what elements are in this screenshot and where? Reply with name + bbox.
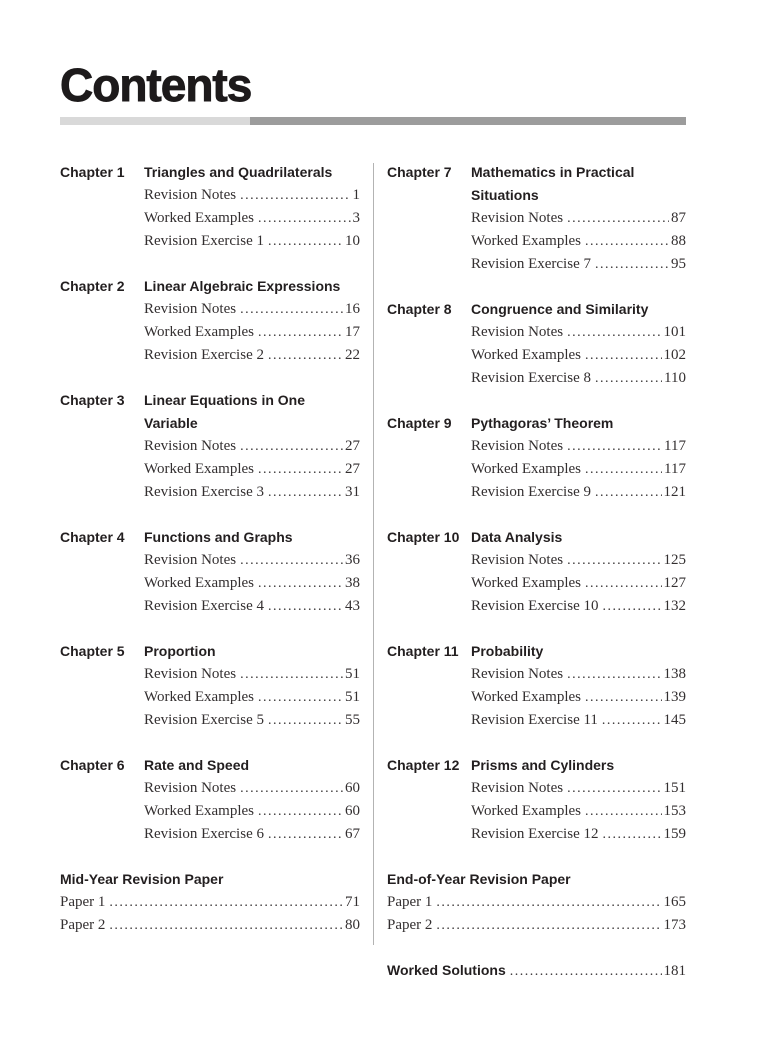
chapter-label: Chapter 7 xyxy=(387,164,452,180)
chapter-heading xyxy=(387,161,686,207)
worked-solutions-label: Worked Solutions xyxy=(387,962,506,978)
chapter-heading xyxy=(387,412,686,435)
chapter-title-line: Triangles and Quadrilaterals xyxy=(144,164,333,180)
chapter-title-line: Prisms and Cylinders xyxy=(471,757,615,773)
toc-entry-label: Worked Examples xyxy=(471,575,582,591)
toc-entry-page: 138 xyxy=(663,666,686,682)
chapter-title xyxy=(144,389,305,435)
dot-leader xyxy=(109,891,343,914)
solutions-block xyxy=(387,959,686,983)
toc-entry-page: 80 xyxy=(345,917,360,933)
dot-leader xyxy=(258,686,343,709)
toc-entry-label: Worked Examples xyxy=(471,347,582,363)
toc-entry-label: Worked Examples xyxy=(144,210,255,226)
chapter-title xyxy=(144,526,293,549)
toc-entry-label: Revision Exercise 9 xyxy=(471,484,591,500)
dot-leader xyxy=(240,663,343,686)
worked-solutions-entry xyxy=(387,959,686,983)
toc-entry-page: 151 xyxy=(663,780,686,796)
toc-entry-label: Revision Exercise 6 xyxy=(144,826,264,842)
toc-entry xyxy=(471,777,686,800)
toc-entry-page: 16 xyxy=(345,301,360,317)
chapter-block xyxy=(387,161,686,276)
chapter-title xyxy=(471,412,613,435)
toc-entry-page: 71 xyxy=(345,894,360,910)
chapter-title-line: Mathematics in Practical xyxy=(471,164,635,180)
toc-entry-page: 3 xyxy=(352,210,360,226)
toc-entry xyxy=(471,800,686,823)
dot-leader xyxy=(585,344,661,367)
chapter-label: Chapter 2 xyxy=(60,278,125,294)
toc-entry xyxy=(144,230,360,253)
toc-columns xyxy=(60,161,686,1005)
toc-entry xyxy=(144,686,360,709)
chapter-entries xyxy=(144,549,360,618)
toc-entry-label: Revision Notes xyxy=(144,301,237,317)
dot-leader xyxy=(585,686,661,709)
chapter-block xyxy=(60,161,360,253)
toc-entry xyxy=(387,914,686,937)
chapter-title-line: Pythagoras’ Theorem xyxy=(471,415,614,431)
chapter-title xyxy=(144,275,340,298)
toc-entry-page: 55 xyxy=(345,712,360,728)
dot-leader xyxy=(268,823,343,846)
toc-entry-label: Paper 2 xyxy=(60,917,106,933)
dot-leader xyxy=(258,321,343,344)
dot-leader xyxy=(268,709,343,732)
toc-entry-page: 110 xyxy=(664,370,686,386)
toc-entry xyxy=(387,891,686,914)
dot-leader xyxy=(595,481,662,504)
chapter-heading xyxy=(387,754,686,777)
toc-entry-page: 117 xyxy=(664,461,686,477)
chapter-label: Chapter 8 xyxy=(387,301,452,317)
toc-entry xyxy=(471,321,686,344)
chapter-block xyxy=(387,640,686,732)
toc-entry-label: Revision Notes xyxy=(144,552,237,568)
chapter-entries xyxy=(471,777,686,846)
toc-entry-page: 87 xyxy=(671,210,686,226)
toc-entry-page: 1 xyxy=(352,187,360,203)
dot-leader xyxy=(585,800,661,823)
toc-entry xyxy=(144,777,360,800)
toc-entry-page: 132 xyxy=(663,598,686,614)
chapter-entries xyxy=(471,663,686,732)
title-underline-dark-segment xyxy=(250,117,686,125)
toc-entry xyxy=(471,207,686,230)
dot-leader xyxy=(567,549,661,572)
toc-entry-label: Worked Examples xyxy=(471,803,582,819)
toc-entry-label: Revision Notes xyxy=(471,210,564,226)
toc-entry-page: 17 xyxy=(345,324,360,340)
dot-leader xyxy=(258,458,343,481)
toc-entry-label: Paper 1 xyxy=(387,894,433,910)
dot-leader xyxy=(510,960,662,983)
chapter-label: Chapter 11 xyxy=(387,643,459,659)
section-block xyxy=(60,868,360,937)
chapter-entries xyxy=(144,777,360,846)
chapter-block xyxy=(387,298,686,390)
toc-entry-label: Revision Notes xyxy=(471,780,564,796)
chapter-heading xyxy=(60,275,360,298)
dot-leader xyxy=(585,458,662,481)
toc-entry-page: 101 xyxy=(663,324,686,340)
toc-entry xyxy=(144,435,360,458)
section-title: Mid-Year Revision Paper xyxy=(60,871,224,887)
toc-entry-label: Revision Exercise 7 xyxy=(471,256,591,272)
toc-entry xyxy=(471,344,686,367)
toc-entry xyxy=(471,230,686,253)
toc-entry-page: 145 xyxy=(663,712,686,728)
toc-column-left xyxy=(60,161,360,1005)
toc-entry xyxy=(471,253,686,276)
toc-entry-page: 117 xyxy=(664,438,686,454)
chapter-label: Chapter 4 xyxy=(60,529,125,545)
toc-entry-page: 43 xyxy=(345,598,360,614)
toc-entry-label: Revision Exercise 3 xyxy=(144,484,264,500)
toc-entry-label: Worked Examples xyxy=(471,689,582,705)
chapter-entries xyxy=(471,549,686,618)
page-content xyxy=(60,0,686,1005)
dot-leader xyxy=(109,914,343,937)
toc-entry-label: Revision Exercise 5 xyxy=(144,712,264,728)
toc-entry xyxy=(144,344,360,367)
chapter-block xyxy=(387,754,686,846)
dot-leader xyxy=(258,800,343,823)
toc-entry-page: 31 xyxy=(345,484,360,500)
column-divider-rule xyxy=(373,163,374,945)
toc-entry xyxy=(144,663,360,686)
dot-leader xyxy=(595,253,669,276)
toc-entry-label: Revision Notes xyxy=(471,324,564,340)
toc-entry-label: Revision Notes xyxy=(471,552,564,568)
chapter-block xyxy=(60,389,360,504)
toc-entry xyxy=(471,458,686,481)
toc-entry-label: Paper 2 xyxy=(387,917,433,933)
toc-entry xyxy=(471,709,686,732)
toc-entry-label: Revision Exercise 4 xyxy=(144,598,264,614)
toc-entry xyxy=(471,481,686,504)
chapter-entries xyxy=(144,435,360,504)
title-underline xyxy=(60,117,686,125)
chapter-label: Chapter 5 xyxy=(60,643,125,659)
dot-leader xyxy=(240,549,343,572)
toc-entry-page: 60 xyxy=(345,803,360,819)
toc-entry-page: 60 xyxy=(345,780,360,796)
toc-entry-page: 10 xyxy=(345,233,360,249)
chapter-heading xyxy=(387,298,686,321)
section-block xyxy=(387,868,686,937)
toc-entry-label: Worked Examples xyxy=(144,461,255,477)
toc-entry-label: Revision Notes xyxy=(144,666,237,682)
dot-leader xyxy=(585,572,661,595)
toc-entry xyxy=(144,709,360,732)
toc-entry xyxy=(471,686,686,709)
dot-leader xyxy=(268,344,343,367)
dot-leader xyxy=(436,914,661,937)
toc-entry-page: 27 xyxy=(345,461,360,477)
worked-solutions-page: 181 xyxy=(663,963,686,979)
toc-entry xyxy=(471,663,686,686)
toc-entry-label: Revision Exercise 1 xyxy=(144,233,264,249)
toc-entry xyxy=(60,914,360,937)
toc-entry-label: Revision Exercise 12 xyxy=(471,826,599,842)
dot-leader xyxy=(258,572,343,595)
toc-entry xyxy=(144,321,360,344)
toc-entry xyxy=(471,435,686,458)
toc-entry-label: Revision Notes xyxy=(471,666,564,682)
toc-entry-label: Revision Exercise 2 xyxy=(144,347,264,363)
dot-leader xyxy=(268,595,343,618)
chapter-label: Chapter 1 xyxy=(60,164,125,180)
toc-entry xyxy=(60,891,360,914)
dot-leader xyxy=(240,184,350,207)
toc-entry-label: Worked Examples xyxy=(471,461,582,477)
chapter-title xyxy=(471,298,648,321)
toc-entry xyxy=(144,823,360,846)
toc-entry xyxy=(471,595,686,618)
chapter-title-line: Rate and Speed xyxy=(144,757,250,773)
toc-entry-page: 159 xyxy=(663,826,686,842)
toc-entry-page: 102 xyxy=(663,347,686,363)
toc-entry-page: 88 xyxy=(671,233,686,249)
toc-entry-label: Revision Exercise 8 xyxy=(471,370,591,386)
dot-leader xyxy=(585,230,669,253)
chapter-label: Chapter 9 xyxy=(387,415,452,431)
dot-leader xyxy=(436,891,661,914)
toc-entry xyxy=(144,572,360,595)
toc-entry xyxy=(471,823,686,846)
dot-leader xyxy=(602,595,661,618)
toc-column-right xyxy=(387,161,686,1005)
toc-entry-label: Revision Notes xyxy=(144,438,237,454)
toc-entry-page: 121 xyxy=(663,484,686,500)
chapter-title xyxy=(144,161,332,184)
chapter-label: Chapter 3 xyxy=(60,392,125,408)
chapter-title-line: Probability xyxy=(471,643,544,659)
chapter-entries xyxy=(471,321,686,390)
section-title: End-of-Year Revision Paper xyxy=(387,871,571,887)
chapter-title-line: Variable xyxy=(144,415,198,431)
toc-entry-page: 27 xyxy=(345,438,360,454)
chapter-entries xyxy=(144,298,360,367)
toc-entry xyxy=(471,367,686,390)
chapter-block xyxy=(60,275,360,367)
dot-leader xyxy=(567,435,662,458)
toc-entry-label: Revision Notes xyxy=(144,187,237,203)
chapter-title-line: Situations xyxy=(471,187,539,203)
toc-entry-page: 38 xyxy=(345,575,360,591)
chapter-title-line: Linear Equations in One xyxy=(144,392,306,408)
toc-entry-page: 51 xyxy=(345,689,360,705)
dot-leader xyxy=(268,230,343,253)
toc-entry-page: 67 xyxy=(345,826,360,842)
toc-entry xyxy=(471,572,686,595)
toc-entry xyxy=(144,458,360,481)
chapter-heading xyxy=(387,640,686,663)
dot-leader xyxy=(602,709,662,732)
toc-entry-page: 95 xyxy=(671,256,686,272)
chapter-title-line: Functions and Graphs xyxy=(144,529,293,545)
toc-entry-label: Revision Notes xyxy=(144,780,237,796)
toc-entry-label: Worked Examples xyxy=(144,803,255,819)
chapter-block xyxy=(387,526,686,618)
chapter-label: Chapter 12 xyxy=(387,757,460,773)
chapter-title-line: Congruence and Similarity xyxy=(471,301,649,317)
title-underline-light-segment xyxy=(60,117,250,125)
chapter-block xyxy=(60,526,360,618)
toc-entry-label: Worked Examples xyxy=(144,689,255,705)
chapter-heading xyxy=(60,526,360,549)
toc-entry-page: 51 xyxy=(345,666,360,682)
chapter-entries xyxy=(471,435,686,504)
toc-entry-label: Revision Exercise 11 xyxy=(471,712,598,728)
dot-leader xyxy=(602,823,661,846)
chapter-title xyxy=(471,526,562,549)
chapter-heading xyxy=(60,754,360,777)
chapter-label: Chapter 6 xyxy=(60,757,125,773)
chapter-label: Chapter 10 xyxy=(387,529,460,545)
toc-entry-label: Worked Examples xyxy=(471,233,582,249)
chapter-title xyxy=(144,640,216,663)
toc-entry-label: Worked Examples xyxy=(144,575,255,591)
chapter-entries xyxy=(144,663,360,732)
dot-leader xyxy=(240,777,343,800)
chapter-heading xyxy=(60,161,360,184)
chapter-heading xyxy=(60,640,360,663)
toc-entry xyxy=(144,595,360,618)
toc-entry-label: Revision Exercise 10 xyxy=(471,598,599,614)
chapter-title xyxy=(471,754,614,777)
dot-leader xyxy=(595,367,662,390)
chapter-block xyxy=(387,412,686,504)
toc-entry xyxy=(471,549,686,572)
toc-entry-page: 173 xyxy=(663,917,686,933)
chapter-title-line: Proportion xyxy=(144,643,216,659)
chapter-title xyxy=(144,754,249,777)
chapter-title xyxy=(471,161,634,207)
dot-leader xyxy=(567,777,661,800)
dot-leader xyxy=(268,481,343,504)
toc-entry-page: 153 xyxy=(663,803,686,819)
toc-entry xyxy=(144,800,360,823)
chapter-heading xyxy=(60,389,360,435)
toc-entry-label: Revision Notes xyxy=(471,438,564,454)
chapter-title-line: Data Analysis xyxy=(471,529,563,545)
toc-entry-label: Paper 1 xyxy=(60,894,106,910)
toc-entry xyxy=(144,549,360,572)
toc-entry xyxy=(144,184,360,207)
toc-entry xyxy=(144,481,360,504)
dot-leader xyxy=(567,663,661,686)
dot-leader xyxy=(258,207,350,230)
toc-entry-page: 165 xyxy=(663,894,686,910)
page-title: Contents xyxy=(60,59,252,111)
chapter-block xyxy=(60,754,360,846)
chapter-entries xyxy=(144,184,360,253)
chapter-entries xyxy=(471,207,686,276)
dot-leader xyxy=(240,298,343,321)
dot-leader xyxy=(567,321,661,344)
chapter-title xyxy=(471,640,543,663)
dot-leader xyxy=(240,435,343,458)
toc-entry-page: 22 xyxy=(345,347,360,363)
toc-entry-page: 36 xyxy=(345,552,360,568)
toc-entry xyxy=(144,298,360,321)
dot-leader xyxy=(567,207,669,230)
chapter-title-line: Linear Algebraic Expressions xyxy=(144,278,341,294)
toc-entry xyxy=(144,207,360,230)
toc-entry-page: 127 xyxy=(663,575,686,591)
toc-entry-label: Worked Examples xyxy=(144,324,255,340)
toc-entry-page: 125 xyxy=(663,552,686,568)
chapter-heading xyxy=(387,526,686,549)
toc-entry-page: 139 xyxy=(663,689,686,705)
chapter-block xyxy=(60,640,360,732)
